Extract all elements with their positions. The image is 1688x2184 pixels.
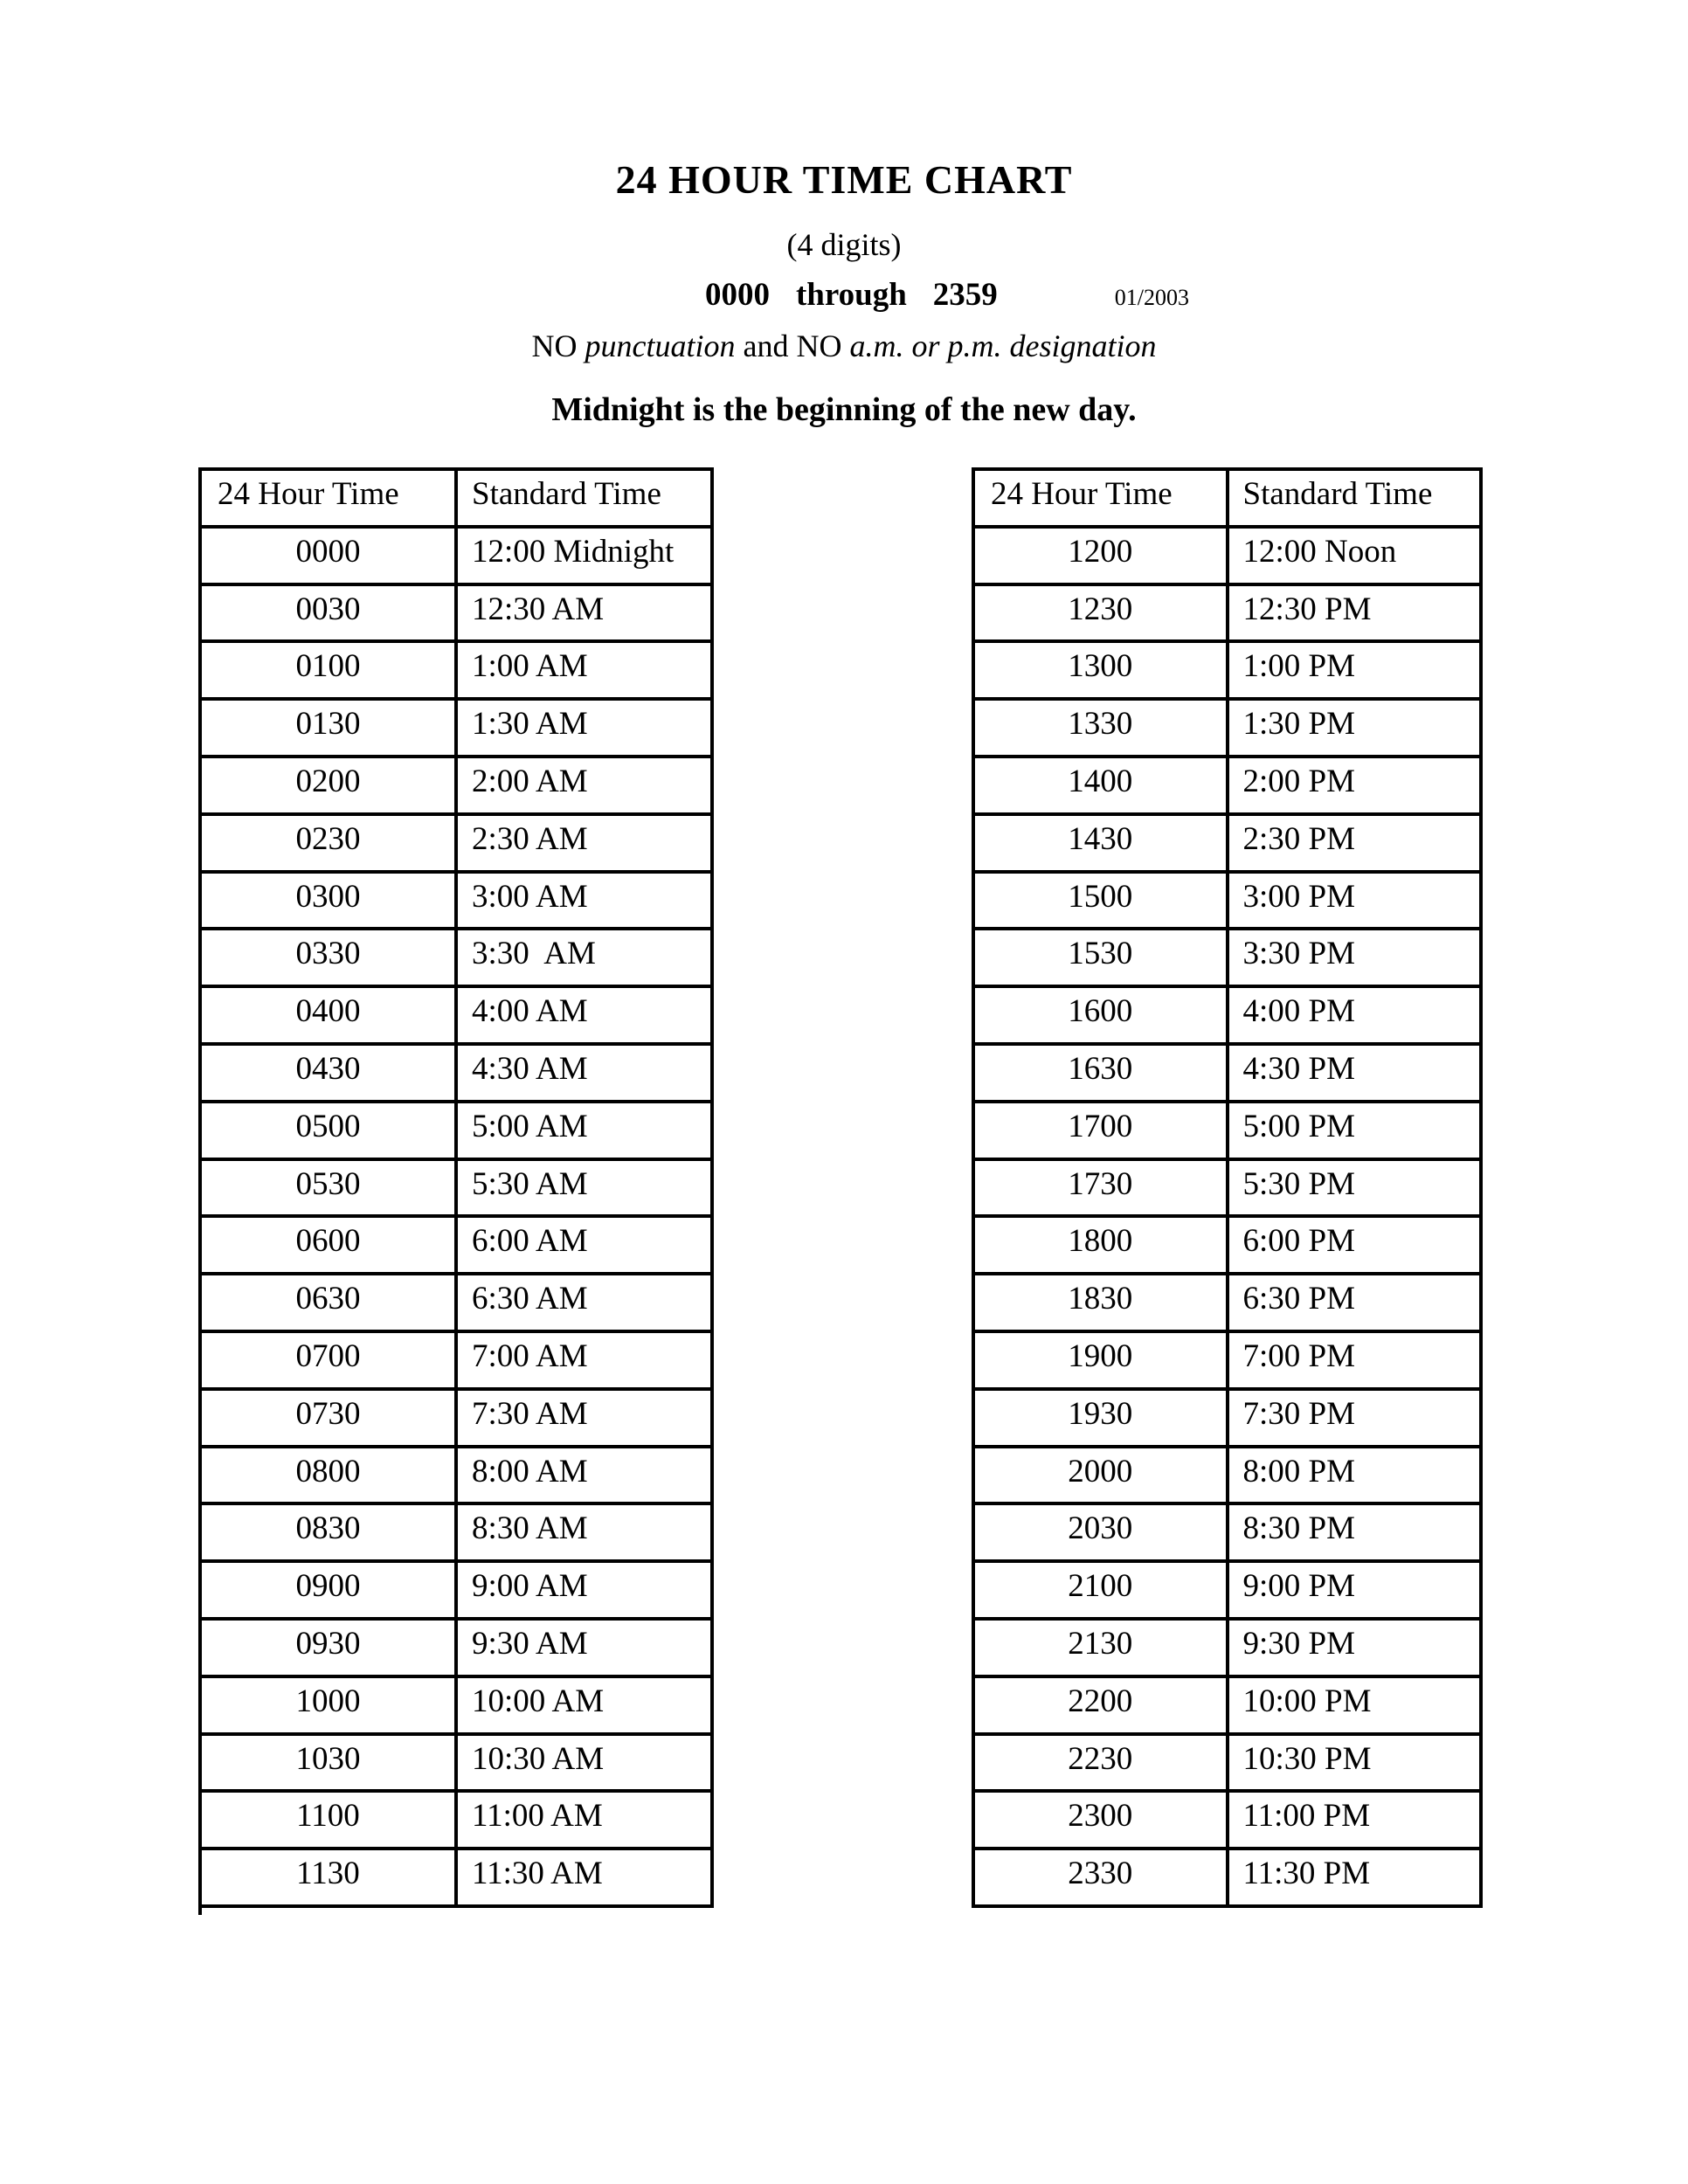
- note-italic-segment: punctuation: [585, 328, 736, 363]
- table-row: [973, 1274, 1481, 1331]
- table-row: [200, 1331, 712, 1389]
- cell-24hr: 0600: [200, 1216, 456, 1274]
- cell-24hr: 0700: [200, 1331, 456, 1389]
- cell-standard: 12:30 AM: [456, 584, 712, 642]
- table-row: [200, 1619, 712, 1676]
- table-row: [200, 527, 712, 584]
- cell-standard: 2:30 PM: [1228, 814, 1482, 872]
- cell-standard: 12:30 PM: [1228, 584, 1482, 642]
- cell-24hr: 0500: [200, 1102, 456, 1159]
- cell-24hr: 2300: [973, 1791, 1228, 1849]
- range-start: 0000: [704, 277, 770, 313]
- table-row: [200, 1216, 712, 1274]
- cell-24hr: 1700: [973, 1102, 1228, 1159]
- cell-24hr: 0130: [200, 699, 456, 757]
- table-row: [200, 1389, 712, 1447]
- punctuation-note: [0, 330, 1688, 362]
- cell-standard: 7:30 PM: [1228, 1389, 1482, 1447]
- table-row: [200, 1849, 712, 1906]
- table-row: [973, 1044, 1481, 1102]
- cell-standard: 4:30 AM: [456, 1044, 712, 1102]
- table-row: [200, 1791, 712, 1849]
- cell-24hr: 0730: [200, 1389, 456, 1447]
- digits-range: [513, 279, 1189, 311]
- revision-date: 01/2003: [1114, 285, 1190, 310]
- table-row: [200, 1561, 712, 1619]
- cell-standard: 9:00 PM: [1228, 1561, 1482, 1619]
- cell-24hr: 2130: [973, 1619, 1228, 1676]
- cell-24hr: 1930: [973, 1389, 1228, 1447]
- cell-24hr: 1800: [973, 1216, 1228, 1274]
- cell-24hr: 0000: [200, 527, 456, 584]
- col-header-24hr: 24 Hour Time: [200, 469, 456, 527]
- cell-24hr: 1330: [973, 699, 1228, 757]
- cell-24hr: 1130: [200, 1849, 456, 1906]
- cell-standard: 2:00 PM: [1228, 757, 1482, 814]
- cell-standard: 6:00 AM: [456, 1216, 712, 1274]
- table-row: [973, 1734, 1481, 1792]
- cell-24hr: 0030: [200, 584, 456, 642]
- note-segment: NO: [531, 328, 585, 363]
- range-line: [0, 265, 1688, 325]
- table-row: [973, 1389, 1481, 1447]
- table-row: [973, 1447, 1481, 1504]
- cell-24hr: 1530: [973, 929, 1228, 986]
- time-table-am: [198, 467, 714, 1908]
- cell-standard: 9:30 AM: [456, 1619, 712, 1676]
- cell-standard: 3:00 AM: [456, 872, 712, 930]
- cell-24hr: 0630: [200, 1274, 456, 1331]
- cell-standard: 1:00 AM: [456, 641, 712, 699]
- cell-standard: 11:00 PM: [1228, 1791, 1482, 1849]
- table-row: [973, 1331, 1481, 1389]
- cell-24hr: 1600: [973, 986, 1228, 1044]
- cell-24hr: 1230: [973, 584, 1228, 642]
- cell-24hr: 1430: [973, 814, 1228, 872]
- cell-24hr: 0530: [200, 1159, 456, 1217]
- page-title: 24 HOUR TIME CHART: [615, 157, 1073, 202]
- table-row: [200, 641, 712, 699]
- cell-24hr: 0800: [200, 1447, 456, 1504]
- table-row: [973, 986, 1481, 1044]
- table-row: [973, 527, 1481, 584]
- cell-standard: 9:00 AM: [456, 1561, 712, 1619]
- cell-standard: 10:30 PM: [1228, 1734, 1482, 1792]
- table-row: [200, 929, 712, 986]
- cell-standard: 10:00 AM: [456, 1676, 712, 1734]
- cell-standard: 12:00 Noon: [1228, 527, 1482, 584]
- digits-subtitle: (4 digits): [786, 227, 902, 262]
- cell-24hr: 2330: [973, 1849, 1228, 1906]
- table-row: [973, 1561, 1481, 1619]
- table-row: [200, 757, 712, 814]
- cell-24hr: 2030: [973, 1503, 1228, 1561]
- table-row: [973, 1849, 1481, 1906]
- cell-standard: 2:00 AM: [456, 757, 712, 814]
- col-header-standard: Standard Time: [456, 469, 712, 527]
- cell-standard: 1:00 PM: [1228, 641, 1482, 699]
- cell-standard: 7:00 PM: [1228, 1331, 1482, 1389]
- table-row: [973, 1503, 1481, 1561]
- cell-standard: 11:30 PM: [1228, 1849, 1482, 1906]
- cell-24hr: 0900: [200, 1561, 456, 1619]
- cell-standard: 1:30 PM: [1228, 699, 1482, 757]
- cell-24hr: 1500: [973, 872, 1228, 930]
- col-header-24hr: 24 Hour Time: [973, 469, 1228, 527]
- cell-24hr: 1200: [973, 527, 1228, 584]
- table-row: [973, 757, 1481, 814]
- cell-24hr: 2100: [973, 1561, 1228, 1619]
- cell-standard: 10:00 PM: [1228, 1676, 1482, 1734]
- cell-standard: 8:00 PM: [1228, 1447, 1482, 1504]
- cell-24hr: 1400: [973, 757, 1228, 814]
- table-row: [973, 1102, 1481, 1159]
- cell-24hr: 2230: [973, 1734, 1228, 1792]
- table-row: [973, 584, 1481, 642]
- cell-24hr: 2200: [973, 1676, 1228, 1734]
- cell-standard: 9:30 PM: [1228, 1619, 1482, 1676]
- cell-standard: 10:30 AM: [456, 1734, 712, 1792]
- cell-24hr: 0100: [200, 641, 456, 699]
- cell-standard: 4:30 PM: [1228, 1044, 1482, 1102]
- cell-standard: 5:30 PM: [1228, 1159, 1482, 1217]
- midnight-note: Midnight is the beginning of the new day.: [551, 391, 1137, 428]
- cell-24hr: 1100: [200, 1791, 456, 1849]
- cell-24hr: 1830: [973, 1274, 1228, 1331]
- cell-24hr: 1000: [200, 1676, 456, 1734]
- range-through-label: through: [795, 277, 907, 313]
- cell-standard: 8:30 PM: [1228, 1503, 1482, 1561]
- cell-24hr: 0830: [200, 1503, 456, 1561]
- cell-standard: 6:00 PM: [1228, 1216, 1482, 1274]
- table-row: [200, 1734, 712, 1792]
- header-row: [973, 469, 1481, 527]
- cell-standard: 11:30 AM: [456, 1849, 712, 1906]
- table-row: [973, 1619, 1481, 1676]
- table-row: [973, 1159, 1481, 1217]
- table-row: [973, 641, 1481, 699]
- cell-standard: 4:00 AM: [456, 986, 712, 1044]
- table-row: [973, 929, 1481, 986]
- cell-24hr: 1630: [973, 1044, 1228, 1102]
- cell-standard: 3:30 PM: [1228, 929, 1482, 986]
- table-row: [973, 872, 1481, 930]
- table-row: [200, 1102, 712, 1159]
- range-end: 2359: [932, 277, 998, 313]
- table-row: [200, 1503, 712, 1561]
- table-row: [200, 872, 712, 930]
- time-table-pm: [972, 467, 1483, 1908]
- table-row: [973, 699, 1481, 757]
- cell-standard: 7:00 AM: [456, 1331, 712, 1389]
- table-row: [973, 1216, 1481, 1274]
- cell-standard: 5:00 AM: [456, 1102, 712, 1159]
- cell-24hr: 0930: [200, 1619, 456, 1676]
- note-italic-segment: a.m. or p.m. designation: [849, 328, 1157, 363]
- table-row: [200, 1044, 712, 1102]
- cell-24hr: 0430: [200, 1044, 456, 1102]
- table-row: [973, 814, 1481, 872]
- table-row: [200, 1159, 712, 1217]
- table-row: [200, 1676, 712, 1734]
- header-row: [200, 469, 712, 527]
- col-header-standard: Standard Time: [1228, 469, 1482, 527]
- cell-standard: 8:30 AM: [456, 1503, 712, 1561]
- cell-standard: 6:30 AM: [456, 1274, 712, 1331]
- cell-24hr: 1900: [973, 1331, 1228, 1389]
- cell-standard: 5:00 PM: [1228, 1102, 1482, 1159]
- table-row: [200, 986, 712, 1044]
- cell-standard: 7:30 AM: [456, 1389, 712, 1447]
- cell-24hr: 0200: [200, 757, 456, 814]
- cell-24hr: 1300: [973, 641, 1228, 699]
- cell-standard: 3:00 PM: [1228, 872, 1482, 930]
- table-row: [200, 814, 712, 872]
- cell-standard: 12:00 Midnight: [456, 527, 712, 584]
- cell-standard: 1:30 AM: [456, 699, 712, 757]
- cell-24hr: 2000: [973, 1447, 1228, 1504]
- cell-24hr: 0300: [200, 872, 456, 930]
- note-segment: and NO: [735, 328, 850, 363]
- cell-24hr: 1030: [200, 1734, 456, 1792]
- table-row: [200, 1447, 712, 1504]
- cell-standard: 8:00 AM: [456, 1447, 712, 1504]
- table-row: [973, 1676, 1481, 1734]
- cell-standard: 3:30 AM: [456, 929, 712, 986]
- cell-24hr: 1730: [973, 1159, 1228, 1217]
- cell-24hr: 0400: [200, 986, 456, 1044]
- table-row: [200, 584, 712, 642]
- table-row: [200, 699, 712, 757]
- cell-24hr: 0330: [200, 929, 456, 986]
- cell-standard: 2:30 AM: [456, 814, 712, 872]
- cell-standard: 11:00 AM: [456, 1791, 712, 1849]
- table-row: [200, 1274, 712, 1331]
- cell-standard: 5:30 AM: [456, 1159, 712, 1217]
- scan-artifact: [198, 1903, 202, 1915]
- table-row: [973, 1791, 1481, 1849]
- cell-24hr: 0230: [200, 814, 456, 872]
- cell-standard: 4:00 PM: [1228, 986, 1482, 1044]
- cell-standard: 6:30 PM: [1228, 1274, 1482, 1331]
